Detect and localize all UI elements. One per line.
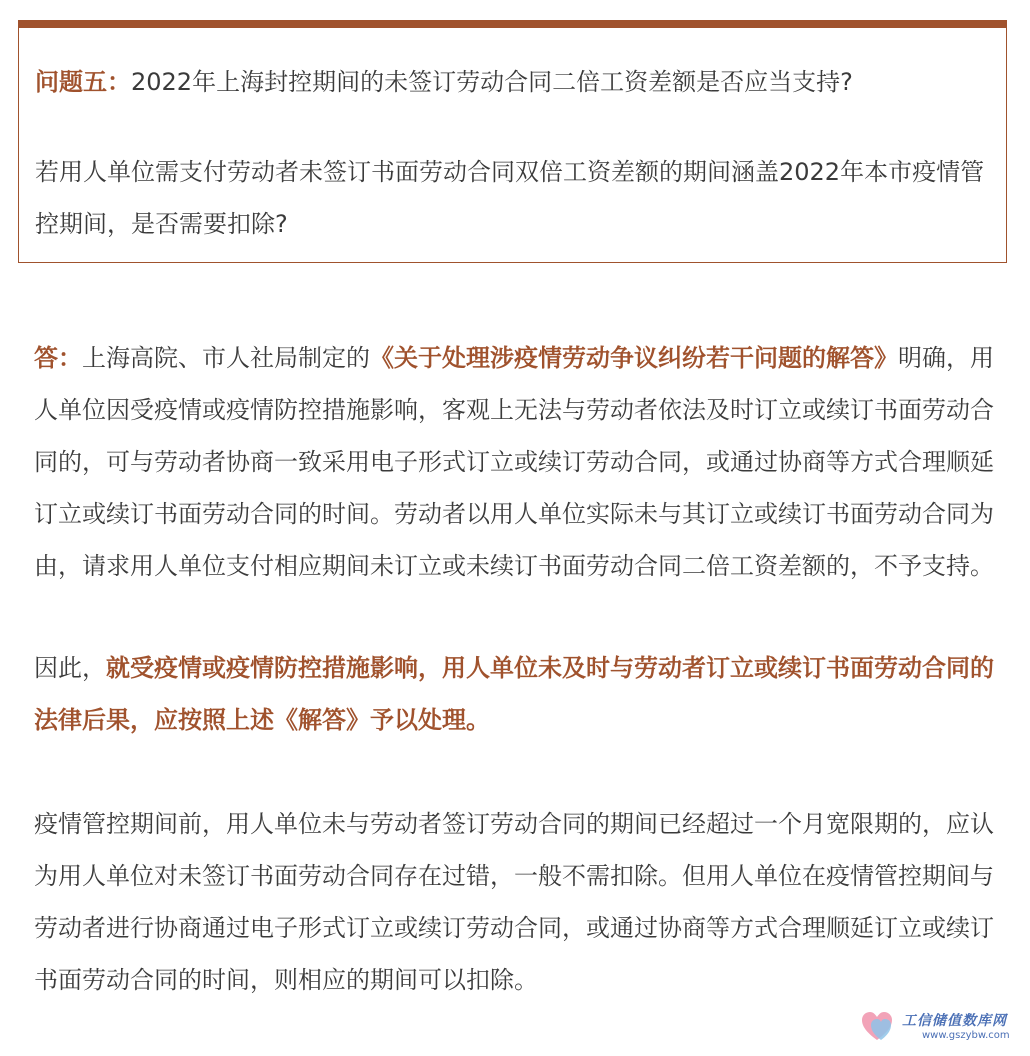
conclusion-prefix: 因此， bbox=[34, 654, 106, 682]
answer-paragraph bbox=[34, 332, 996, 592]
answer-body: 明确，用人单位因受疫情或疫情防控措施影响，客观上无法与劳动者依法及时订立或续订书面劳动合同的，可与劳动者协商一致采用电子形式订立或续订劳动合同，或通过协商等方式合理顺延订立或续订书面劳动合同的时间。劳动者以用人单位实际未与其订立或续订书面劳动合同为由，请求用人单位支付相应期间未订立或未续订书面劳动合同二倍工资差额的，不予支持。 bbox=[34, 344, 994, 580]
question-box bbox=[18, 20, 1007, 263]
answer-label: 答： bbox=[34, 344, 82, 372]
answer-doc-title: 《关于处理涉疫情劳动争议纠纷若干问题的解答》 bbox=[370, 344, 898, 372]
conclusion-paragraph bbox=[34, 642, 996, 746]
watermark-url: www.gszybw.com bbox=[922, 1030, 1010, 1041]
heart-logo-icon bbox=[860, 1010, 894, 1044]
watermark bbox=[860, 1008, 1020, 1048]
watermark-text: 工信储值数库网 bbox=[902, 1013, 1007, 1029]
answer-intro: 上海高院、市人社局制定的 bbox=[82, 344, 370, 372]
question-body: 若用人单位需支付劳动者未签订书面劳动合同双倍工资差额的期间涵盖2022年本市疫情管控期间，是否需要扣除? bbox=[35, 158, 985, 238]
conclusion-highlight: 就受疫情或疫情防控措施影响，用人单位未及时与劳动者订立或续订书面劳动合同的法律后果，应按照上述《解答》予以处理。 bbox=[34, 654, 994, 734]
answer-content bbox=[34, 332, 996, 1006]
question-title-text: 2022年上海封控期间的未签订劳动合同二倍工资差额是否应当支持? bbox=[131, 68, 853, 96]
question-label: 问题五： bbox=[35, 68, 131, 96]
note-paragraph: 疫情管控期间前，用人单位未与劳动者签订劳动合同的期间已经超过一个月宽限期的，应认为用人单位对未签订书面劳动合同存在过错，一般不需扣除。但用人单位在疫情管控期间与劳动者进行协商通过电子形式订立或续订劳动合同，或通过协商等方式合理顺延订立或续订书面劳动合同的时间，则相应的期间可以扣除。 bbox=[34, 810, 994, 994]
question-title bbox=[35, 56, 990, 108]
